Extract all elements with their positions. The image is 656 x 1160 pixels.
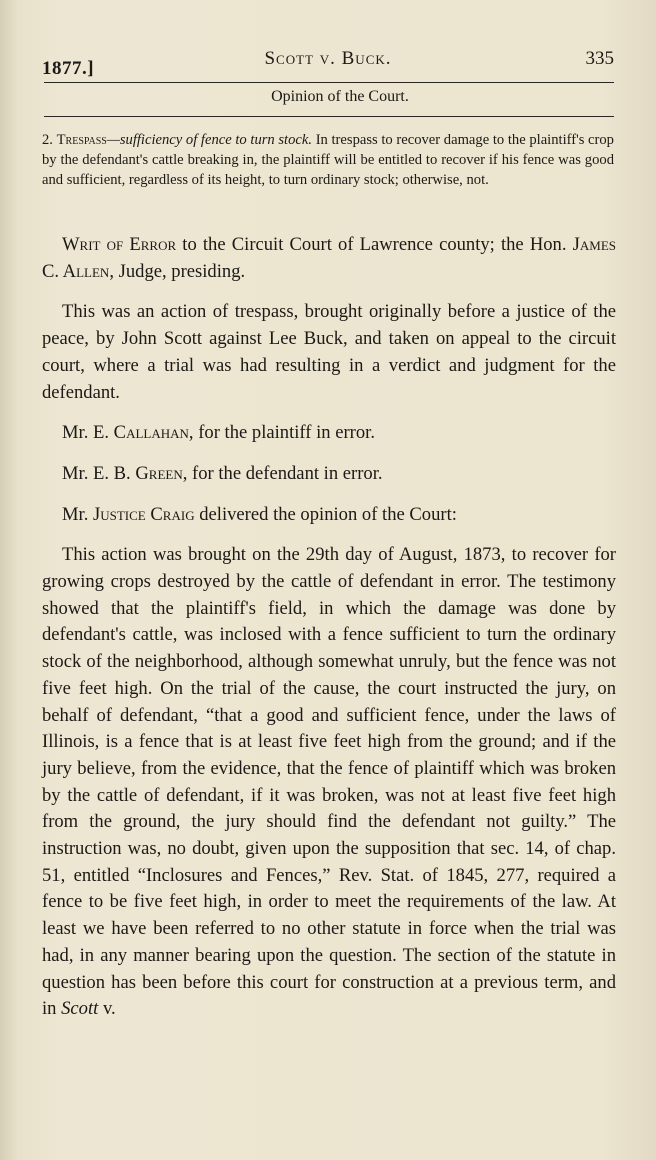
running-header bbox=[42, 46, 614, 80]
headnote-text: In trespass to recover damage to the plaintiff's crop by the defendant's cattle breaking in, the plaintiff will be entitled to recover if his fence was good and sufficient, regardless of its height, to turn ordinary stock; otherwise, not. bbox=[42, 132, 614, 188]
writ-lead: Writ of Error bbox=[62, 234, 177, 255]
statement-paragraph: This was an action of trespass, brought originally before a justice of the peace, by John Scott against Lee Buck, and taken on appeal to the circuit court, where a trial was had resulting in a verdict and judgment for the defendant. bbox=[42, 301, 616, 403]
headnote-topic: —sufficiency of fence to turn stock. bbox=[106, 132, 313, 148]
case-citation-tail: v. bbox=[102, 998, 116, 1020]
counsel-plaintiff bbox=[42, 420, 616, 447]
counsel-role: , for the plaintiff in error. bbox=[188, 422, 375, 444]
counsel-defendant bbox=[42, 461, 616, 488]
main-text bbox=[42, 232, 616, 1037]
counsel-name: Green bbox=[135, 462, 183, 484]
headnote bbox=[42, 130, 614, 190]
section-subheading: Opinion of the Court. bbox=[271, 88, 409, 105]
writ-text: to the Circuit Court of Lawrence county; the Hon. bbox=[182, 234, 567, 255]
headnote-number: 2. bbox=[42, 132, 53, 148]
counsel-role: , for the defendant in error. bbox=[182, 462, 383, 484]
counsel-prefix: Mr. E. B. bbox=[62, 462, 131, 484]
opinion-intro-prefix: Mr. bbox=[62, 503, 89, 525]
judge-name: James C. Allen bbox=[42, 234, 616, 282]
opinion-intro bbox=[42, 502, 616, 529]
opinion-paragraph bbox=[42, 542, 616, 1023]
running-head-title: Scott v. Buck. bbox=[264, 48, 392, 69]
justice-name: Justice Craig bbox=[93, 503, 195, 525]
opinion-intro-text: delivered the opinion of the Court: bbox=[199, 503, 457, 525]
counsel-name: Callahan bbox=[113, 422, 189, 444]
counsel-prefix: Mr. E. bbox=[62, 422, 110, 444]
header-rule bbox=[44, 82, 614, 83]
running-head-year: 1877.] bbox=[42, 58, 95, 79]
opinion-body: This action was brought on the 29th day of August, 1873, to recover for growing crops destroyed by the cattle of defendant in error. The testimony showed that the plaintiff's field, in which the damage was done by defendant's cattle, was inclosed with a fence sufficient to turn the ordinary stock of the neighborhood, although somewhat unruly, but the fence was not five feet high. On the trial of the cause, the court instructed the jury, on behalf of defendant, “that a good and sufficient fence, under the laws of Illinois, is a fence that is at least five feet high from the ground; and if the jury believe, from the evidence, that the fence of plaintiff which was broken by the cattle of defendant, if it was broken, was not at least five feet high from the ground, the jury should find the defendant not guilty.” The instruction was, no doubt, given upon the supposition that sec. 14, of chap. 51, entitled “Inclosures and Fences,” Rev. Stat. of 1845, 277, required a fence to be five feet high, in order to meet the requirements of the law. At least we have been referred to no other statute in force when the trial was had, in any manner bearing upon the question. The section of the statute in question has been before this court for construction at a previous term, and in bbox=[42, 544, 616, 1020]
case-citation-italic: Scott bbox=[61, 998, 99, 1020]
subheading-rule bbox=[44, 116, 614, 117]
page-number: 335 bbox=[585, 48, 614, 69]
writ-paragraph bbox=[42, 232, 616, 285]
headnote-lead: Trespass bbox=[56, 132, 107, 148]
writ-tail: , Judge, presiding. bbox=[109, 260, 246, 282]
